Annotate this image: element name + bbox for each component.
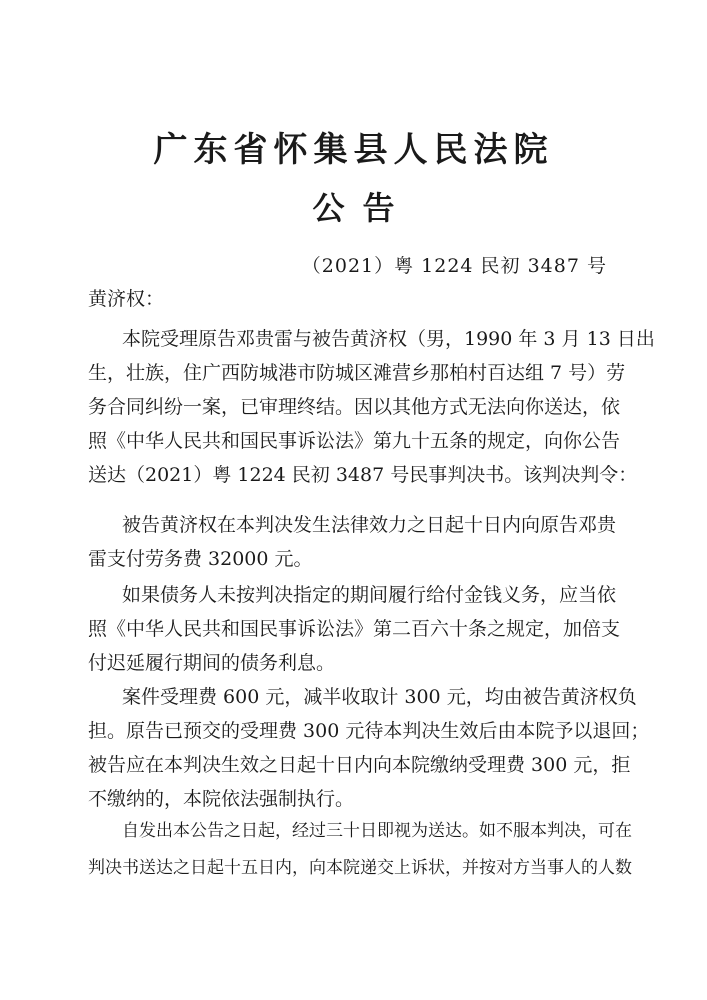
paragraph-line: 照《中华人民共和国民事诉讼法》第九十五条的规定，向你公告 [88, 430, 621, 452]
paragraph-line: 担。原告已预交的受理费 300 元待本判决生效后由本院予以退回； [88, 720, 650, 742]
paragraph-service-appeal [88, 813, 634, 887]
paragraph-line: 雷支付劳务费 32000 元。 [88, 548, 313, 570]
paragraph-judgment-order [88, 508, 634, 576]
paragraph-line: 生，壮族，住广西防城港市防城区滩营乡那柏村百达组 7 号）劳 [88, 362, 626, 384]
paragraph-line: 案件受理费 600 元，减半收取计 300 元，均由被告黄济权负 [122, 686, 637, 708]
paragraph-line: 被告应在本判决生效之日起十日内向本院缴纳受理费 300 元，拒 [88, 754, 631, 776]
addressee: 黄济权： [88, 288, 165, 310]
paragraph-line: 送达（2021）粤 1224 民初 3487 号民事判决书。该判决判令： [88, 464, 638, 486]
paragraph-line: 本院受理原告邓贵雷与被告黄济权（男，1990 年 3 月 13 日出 [122, 328, 655, 350]
document-type-title: 公告 [312, 189, 413, 227]
paragraph-line: 不缴纳的，本院依法强制执行。 [88, 788, 355, 810]
paragraph-case-intro [88, 322, 655, 492]
paragraph-line: 被告黄济权在本判决发生法律效力之日起十日内向原告邓贵 [122, 514, 617, 536]
paragraph-late-interest [88, 578, 634, 680]
paragraph-line: 照《中华人民共和国民事诉讼法》第二百六十条之规定，加倍支 [88, 618, 621, 640]
paragraph-line: 如果债务人未按判决指定的期间履行给付金钱义务，应当依 [122, 584, 617, 606]
paragraph-line: 务合同纠纷一案，已审理终结。因以其他方式无法向你送达，依 [88, 396, 621, 418]
case-number: （2021）粤 1224 民初 3487 号 [301, 255, 607, 277]
court-name-title: 广东省怀集县人民法院 [153, 130, 554, 170]
paragraph-line: 付迟延履行期间的债务利息。 [88, 652, 336, 674]
paragraph-line: 判决书送达之日起十五日内，向本院递交上诉状，并按对方当事人的人数 [88, 858, 632, 878]
paragraph-line: 自发出本公告之日起，经过三十日即视为送达。如不服本判决，可在 [122, 821, 632, 841]
paragraph-court-fees [88, 680, 650, 816]
